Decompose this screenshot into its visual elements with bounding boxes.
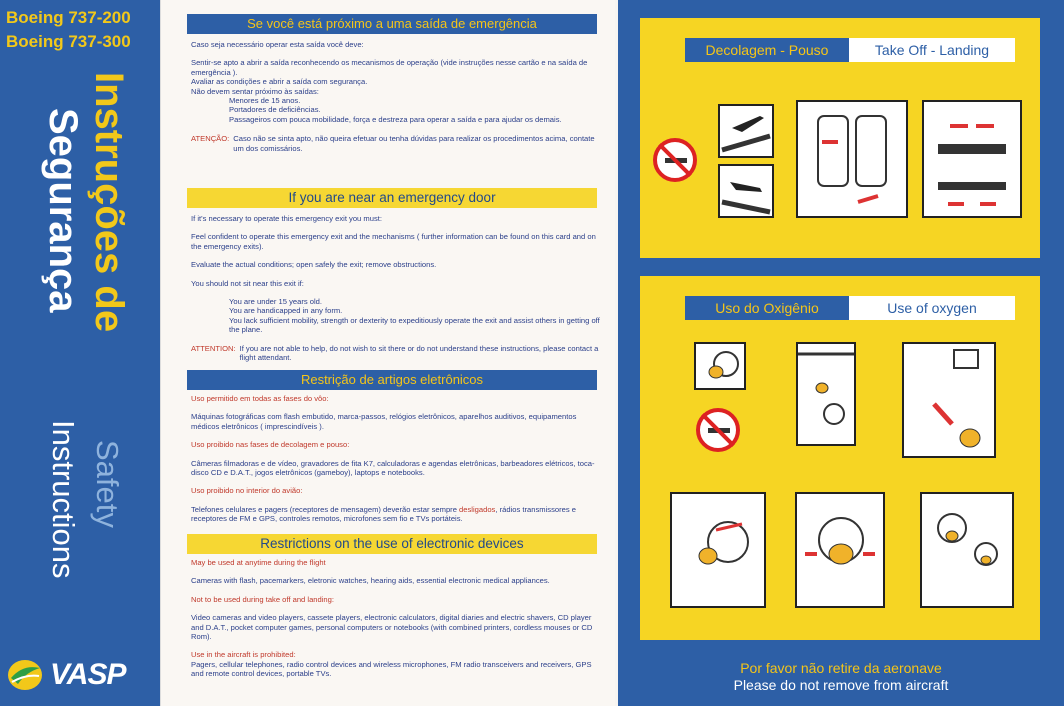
model-line-1: Boeing 737-200: [6, 8, 131, 27]
takeoff-landing-header: [685, 38, 1015, 62]
oxygen-header: [685, 296, 1015, 320]
subtitle-safety: Safety: [90, 440, 125, 528]
takeoff-landing-box: [640, 18, 1040, 258]
vasp-emblem-icon: [6, 658, 44, 692]
section-title-electronics-pt: Restrição de artigos eletrônicos: [187, 370, 597, 390]
cover-panel: [0, 0, 160, 706]
no-smoking-icon: [653, 138, 697, 182]
vasp-logo: [6, 658, 125, 692]
instructions-text-panel: [160, 0, 615, 706]
adjust-mask-pictogram: [795, 492, 885, 608]
help-child-pictogram: [920, 492, 1014, 608]
footer-text-pt: Por favor não retire da aeronave: [740, 660, 942, 676]
oxygen-mask-face-icon: [694, 342, 746, 390]
section-exit-en-body: If it's necessary to operate this emergency exit you must: Feel confident to operate this emergency exit and the mechanisms ( further information can be found on this card and on the emergency exits). Evaluate the actual conditions; open safely the exit; remove obstructions. You should not sit near this exit if: You are under 15 years old. You are handicapped in any form. You lack sufficient mobility, strength or dexterity to expeditiously operate the exit and assist others in getting off the plane. ATTENTION: If you are not able to help, do not wish to sit there or do not understand these instructions, please contact a flight attendant.: [191, 214, 600, 363]
section-exit-pt-body: Caso seja necessário operar esta saída você deve: Sentir-se apto a abrir a saída reconhecendo os mecanismos de operação (vide instruções nesse cartão e na saída de emergência ). Avaliar as condições e abrir a saída com segurança. Não devem sentar próximo às saídas: Menores de 15 anos. Portadores de deficiências. Passageiros com pouca mobilidade, força e destreza para operar a saída e para ajudar os demais. ATENÇÃO: Caso não se sinta apto, não queira efetuar ou tenha dúvidas para realizar os procedimentos acima, contate um dos comissários.: [191, 40, 595, 153]
subtitle-instructions: Instructions: [46, 420, 81, 579]
oxygen-title-pt: Uso do Oxigênio: [685, 296, 849, 320]
no-smoking-icon: [696, 408, 740, 452]
section-electronics-pt-body: Uso permitido em todas as fases do vôo: Máquinas fotográficas com flash embutido, marca-passos, relógios eletrônicos, aparelhos auditivos, equipamentos médicos eletrônicos ( imprescindíveis ). Uso proibido nas fases de decolagem e pouso: Câmeras filmadoras e de vídeo, gravadores de fita K7, calculadoras e agendas eletrônicas, barbeadores elétricos, toca-disco CD e D.A.T., jogos eletrônicos (gameboy), laptops e notebooks. Uso proibido no interior do avião: Telefones celulares e pagers (receptores de mensagem) deverão estar sempre desligados, rádios transmissores e receptores de FM e GPS, controles remotos, microfones sem fio e TVs portáteis.: [191, 394, 595, 524]
place-mask-woman-pictogram: [670, 492, 766, 608]
section-title-electronics-en: Restrictions on the use of electronic devices: [187, 534, 597, 554]
oxygen-title-en: Use of oxygen: [849, 296, 1015, 320]
pull-mask-pictogram: [902, 342, 996, 458]
plane-landing-icon: [718, 164, 774, 218]
section-title-exit-pt: Se você está próximo a uma saída de emergência: [187, 14, 597, 34]
title-instrucoes: Instruções de: [87, 72, 131, 333]
vasp-logo-text: VASP: [50, 658, 126, 691]
section-title-exit-en: If you are near an emergency door: [187, 188, 597, 208]
footer-text-en: Please do not remove from aircraft: [733, 677, 949, 693]
takeoff-landing-title-en: Take Off - Landing: [849, 38, 1015, 62]
seat-upright-pictogram: [796, 100, 908, 218]
title-seguranca: Segurança: [41, 108, 85, 313]
oxygen-box: [640, 276, 1040, 640]
seatbelt-pictogram: [922, 100, 1022, 218]
section-electronics-en-body: May be used at anytime during the flight Cameras with flash, pacemarkers, eletronic watches, hearing aids, essential electronic medical appliances. Not to be used during take off and landing: Video cameras and video players, cassete players, electronic calculators, digital diaries and electric shavers, CD player and D.A.T., pocket computer games, personal computers or notebooks (with combined printers, cordless mouses or CD Rom). Use in the aircraft is prohibited: Pagers, cellular telephones, radio control devices and wireless microphones, FM radio transceivers and receivers, GPS and remote control devices, portable TVs.: [191, 558, 593, 679]
pictogram-panel: [618, 0, 1064, 706]
plane-takeoff-icon: [718, 104, 774, 158]
takeoff-landing-title-pt: Decolagem - Pouso: [685, 38, 849, 62]
model-line-2: Boeing 737-300: [6, 32, 131, 51]
mask-drop-pictogram: [796, 342, 856, 446]
